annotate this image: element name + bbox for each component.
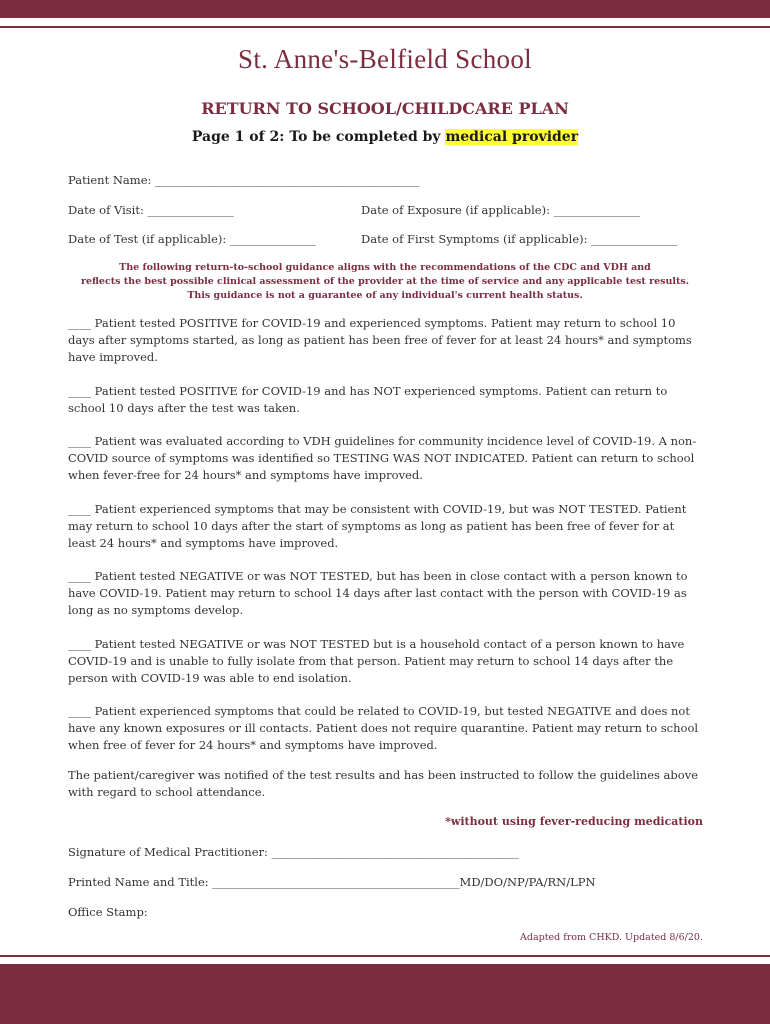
guidance-notice xyxy=(60,261,710,303)
guidance-notice-line: reflects the best possible clinical assessment of the provider at the time of service and any applicable test results. xyxy=(80,276,690,287)
option-not-tested[interactable]: ____ Patient experienced symptoms that may be consistent with COVID-19, but was NOT TESTED. Patient may return to school 10 days after the start of symptoms as long as patient has been free of fever for at least 24 hours* and symptoms have improved. xyxy=(68,502,687,550)
page-instruction-highlight: medical provider xyxy=(445,129,579,145)
option-not-indicated[interactable]: ____ Patient was evaluated according to VDH guidelines for community incidence level of COVID-19. A non-COVID source of symptoms was identified so TESTING WAS NOT INDICATED. Patient can return to school when fever-free for 24 hours* and symptoms have improved. xyxy=(68,434,697,482)
patient-name-field[interactable]: Patient Name: ______________________________________________ xyxy=(68,173,420,187)
school-name: St. Anne's-Belfield School xyxy=(238,44,532,74)
date-of-exposure-field[interactable]: Date of Exposure (if applicable): _______________ xyxy=(361,203,640,217)
bottom-color-band xyxy=(0,964,770,1024)
guidance-notice-line: This guidance is not a guarantee of any individual's current health status. xyxy=(187,290,583,301)
option-positive-no-symptoms[interactable]: ____ Patient tested POSITIVE for COVID-19 and has NOT experienced symptoms. Patient can return to school 10 days after the test was taken. xyxy=(68,384,668,415)
printed-name-field[interactable]: Printed Name and Title: ___________________________________________MD/DO/NP/PA/RN/LPN xyxy=(68,875,596,889)
date-of-test-field[interactable]: Date of Test (if applicable): _______________ xyxy=(68,232,317,246)
page-instruction-prefix: Page 1 of 2: To be completed by xyxy=(191,129,446,145)
adapted-credit: Adapted from CHKD. Updated 8/6/20. xyxy=(520,932,703,943)
office-stamp-label: Office Stamp: xyxy=(68,905,148,919)
notification-statement: The patient/caregiver was notified of the test results and has been instructed to follow the guidelines above with regard to school attendance. xyxy=(68,768,698,799)
top-divider-line xyxy=(0,26,770,28)
date-of-visit-field[interactable]: Date of Visit: _______________ xyxy=(68,203,234,217)
option-positive-symptoms[interactable]: ____ Patient tested POSITIVE for COVID-19 and experienced symptoms. Patient may return to school 10 days after symptoms started, as long as patient has been free of fever for at least 24 hours* and symptoms have improved. xyxy=(68,316,692,364)
fever-footnote: *without using fever-reducing medication xyxy=(445,815,703,828)
option-household-contact[interactable]: ____ Patient tested NEGATIVE or was NOT TESTED but is a household contact of a person known to have COVID-19 and is unable to fully isolate from that person. Patient may return to school 14 days after the person with COVID-19 was able to end isolation. xyxy=(68,637,685,685)
page-instruction xyxy=(0,129,770,145)
option-close-contact[interactable]: ____ Patient tested NEGATIVE or was NOT TESTED, but has been in close contact with a person known to have COVID-19. Patient may return to school 14 days after last contact with the person with COVID-19 as long as no symptoms develop. xyxy=(68,569,688,617)
top-color-band xyxy=(0,0,770,18)
form-title: RETURN TO SCHOOL/CHILDCARE PLAN xyxy=(201,99,569,118)
date-first-symptoms-field[interactable]: Date of First Symptoms (if applicable): _______________ xyxy=(361,232,678,246)
guidance-notice-line: The following return-to-school guidance aligns with the recommendations of the CDC and VDH and xyxy=(119,262,651,273)
option-negative-no-exposure[interactable]: ____ Patient experienced symptoms that could be related to COVID-19, but tested NEGATIVE and does not have any known exposures or ill contacts. Patient does not require quarantine. Patient may return to school when free of fever for 24 hours* and symptoms have improved. xyxy=(68,704,699,752)
signature-field[interactable]: Signature of Medical Practitioner: ___________________________________________ xyxy=(68,845,519,859)
bottom-divider-line xyxy=(0,955,770,957)
